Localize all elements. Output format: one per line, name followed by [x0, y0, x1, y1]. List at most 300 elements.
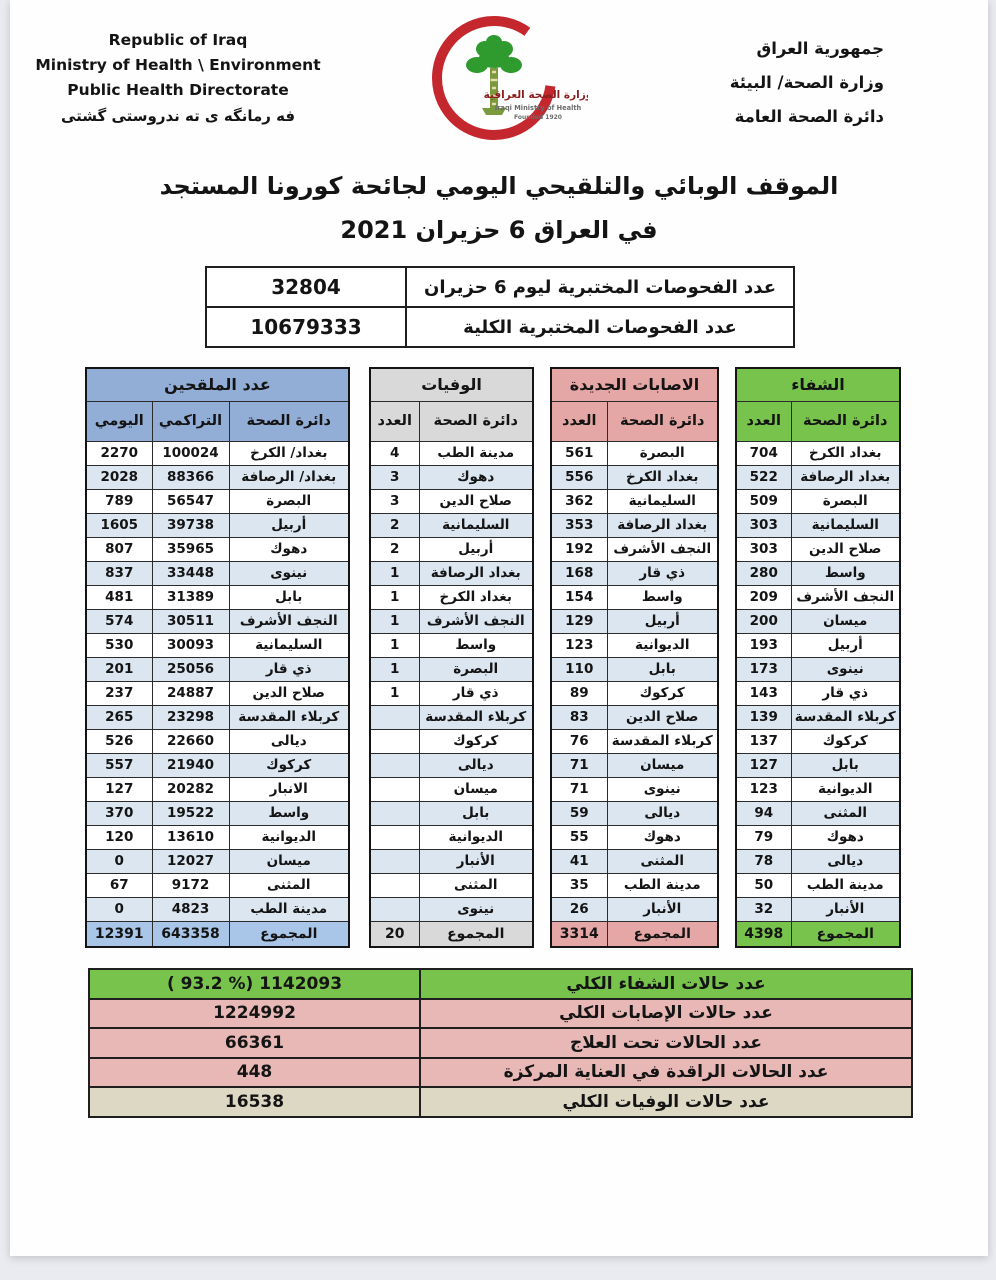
infections-total-row — [551, 921, 718, 947]
value-cell: 123 — [551, 633, 607, 657]
table-row — [551, 657, 718, 681]
value-cell: 807 — [86, 537, 152, 561]
dept-name-cell: الديوانية — [791, 777, 900, 801]
total-cumulative-value: 643358 — [152, 921, 229, 947]
value-cell: 24887 — [152, 681, 229, 705]
deaths-table-title-row — [370, 368, 533, 401]
value-cell: 79 — [736, 825, 791, 849]
dept-name-cell: صلاح الدين — [419, 489, 533, 513]
value-cell: 88366 — [152, 465, 229, 489]
table-row — [551, 801, 718, 825]
tests-total-label: عدد الفحوصات المختبرية الكلية — [406, 307, 794, 347]
value-cell: 1 — [370, 561, 419, 585]
table-row — [551, 561, 718, 585]
value-cell: 2 — [370, 537, 419, 561]
dept-name-cell: السليمانية — [229, 633, 349, 657]
dept-name-cell: بغداد الكرخ — [791, 441, 900, 465]
value-cell: 237 — [86, 681, 152, 705]
table-row — [736, 681, 900, 705]
value-cell: 481 — [86, 585, 152, 609]
dept-name-cell: البصرة — [229, 489, 349, 513]
value-cell: 127 — [736, 753, 791, 777]
vaccinated-table-title: عدد الملقحين — [86, 368, 349, 401]
table-row — [551, 753, 718, 777]
dept-name-cell: مدينة الطب — [229, 897, 349, 921]
dept-name-cell: نينوى — [419, 897, 533, 921]
dept-name-cell: النجف الأشرف — [229, 609, 349, 633]
value-cell: 25056 — [152, 657, 229, 681]
recoveries-table-title-row — [736, 368, 900, 401]
table-row — [86, 609, 349, 633]
recoveries-table — [735, 367, 901, 948]
dept-name-cell: بابل — [607, 657, 718, 681]
table-row — [736, 897, 900, 921]
table-row — [86, 441, 349, 465]
value-cell: 23298 — [152, 705, 229, 729]
dept-name-cell: الانبار — [229, 777, 349, 801]
column-header-count: العدد — [370, 401, 419, 441]
dept-name-cell: بابل — [229, 585, 349, 609]
table-row — [370, 801, 533, 825]
value-cell: 78 — [736, 849, 791, 873]
value-cell: 1605 — [86, 513, 152, 537]
table-row — [736, 585, 900, 609]
summary-label: عدد حالات الإصابات الكلي — [420, 999, 912, 1029]
dept-name-cell: بغداد الرصافة — [791, 465, 900, 489]
value-cell — [370, 801, 419, 825]
summary-value: 66361 — [89, 1028, 420, 1058]
dept-name-cell: واسط — [229, 801, 349, 825]
value-cell: 22660 — [152, 729, 229, 753]
value-cell: 31389 — [152, 585, 229, 609]
value-cell: 56547 — [152, 489, 229, 513]
table-row — [736, 465, 900, 489]
value-cell: 2028 — [86, 465, 152, 489]
value-cell: 120 — [86, 825, 152, 849]
value-cell: 55 — [551, 825, 607, 849]
dept-name-cell: كركوك — [791, 729, 900, 753]
dept-name-cell: ذي قار — [607, 561, 718, 585]
deaths-table-header-row — [370, 401, 533, 441]
dept-name-cell: النجف الأشرف — [419, 609, 533, 633]
dept-name-cell: دهوك — [607, 825, 718, 849]
value-cell: 71 — [551, 753, 607, 777]
table-row — [551, 489, 718, 513]
table-row — [551, 441, 718, 465]
value-cell: 574 — [86, 609, 152, 633]
total-daily-value: 12391 — [86, 921, 152, 947]
dept-name-cell: مدينة الطب — [419, 441, 533, 465]
dept-name-cell: البصرة — [419, 657, 533, 681]
table-row — [86, 585, 349, 609]
table-row — [736, 729, 900, 753]
dept-name-cell: دهوك — [419, 465, 533, 489]
table-row — [736, 513, 900, 537]
recoveries-total-row — [736, 921, 900, 947]
value-cell — [370, 705, 419, 729]
crescent-tree-logo-icon — [408, 6, 588, 158]
value-cell: 127 — [86, 777, 152, 801]
dept-name-cell: ميسان — [229, 849, 349, 873]
table-row — [551, 585, 718, 609]
total-label: المجموع — [607, 921, 718, 947]
table-row — [736, 825, 900, 849]
column-header-dept: دائرة الصحة — [607, 401, 718, 441]
table-row — [370, 897, 533, 921]
table-row — [86, 753, 349, 777]
value-cell: 4 — [370, 441, 419, 465]
value-cell — [370, 825, 419, 849]
table-row — [370, 825, 533, 849]
dept-name-cell: واسط — [791, 561, 900, 585]
value-cell: 362 — [551, 489, 607, 513]
table-row — [736, 633, 900, 657]
value-cell: 154 — [551, 585, 607, 609]
value-cell: 35965 — [152, 537, 229, 561]
value-cell — [370, 849, 419, 873]
summary-row-icu-cases — [89, 1058, 912, 1088]
value-cell: 41 — [551, 849, 607, 873]
table-row — [370, 585, 533, 609]
value-cell: 110 — [551, 657, 607, 681]
table-row — [86, 681, 349, 705]
dept-name-cell: دهوك — [229, 537, 349, 561]
dept-name-cell: أربيل — [419, 537, 533, 561]
column-header-count: العدد — [736, 401, 791, 441]
table-row — [370, 849, 533, 873]
value-cell: 265 — [86, 705, 152, 729]
recoveries-table-header-row — [736, 401, 900, 441]
table-row — [86, 801, 349, 825]
table-row — [736, 609, 900, 633]
dept-name-cell: بغداد الكرخ — [607, 465, 718, 489]
header-line-english-3: Public Health Directorate — [67, 81, 289, 99]
table-row — [370, 489, 533, 513]
dept-name-cell: ديالى — [419, 753, 533, 777]
table-row — [370, 609, 533, 633]
dept-name-cell: المثنى — [419, 873, 533, 897]
value-cell: 353 — [551, 513, 607, 537]
value-cell: 200 — [736, 609, 791, 633]
value-cell — [370, 777, 419, 801]
value-cell: 35 — [551, 873, 607, 897]
logo-arabic-name: وزارة الصحة العراقية — [483, 89, 588, 101]
dept-name-cell: كربلاء المقدسة — [419, 705, 533, 729]
total-count-value: 4398 — [736, 921, 791, 947]
dept-name-cell: البصرة — [791, 489, 900, 513]
summary-row-under-treatment — [89, 1028, 912, 1058]
header-english-block — [28, 28, 328, 129]
value-cell: 193 — [736, 633, 791, 657]
value-cell: 201 — [86, 657, 152, 681]
dept-name-cell: أربيل — [791, 633, 900, 657]
table-row — [86, 825, 349, 849]
value-cell: 556 — [551, 465, 607, 489]
report-title-line2: في العراق 6 حزيران 2021 — [340, 216, 658, 244]
table-row — [551, 705, 718, 729]
dept-name-cell: أربيل — [229, 513, 349, 537]
table-row — [370, 705, 533, 729]
dept-name-cell: ميسان — [607, 753, 718, 777]
dept-name-cell: بغداد الكرخ — [419, 585, 533, 609]
dept-name-cell: السليمانية — [791, 513, 900, 537]
dept-name-cell: الأنبار — [419, 849, 533, 873]
dept-name-cell: دهوك — [791, 825, 900, 849]
tests-total-value: 10679333 — [206, 307, 406, 347]
value-cell: 32 — [736, 897, 791, 921]
dept-name-cell: الديوانية — [229, 825, 349, 849]
header-line-english-1: Republic of Iraq — [108, 31, 248, 49]
palm-tree-icon — [466, 35, 522, 73]
column-header-dept: دائرة الصحة — [419, 401, 533, 441]
dept-name-cell: كربلاء المقدسة — [791, 705, 900, 729]
lab-tests-table — [205, 266, 795, 348]
value-cell: 530 — [86, 633, 152, 657]
value-cell: 76 — [551, 729, 607, 753]
dept-name-cell: واسط — [419, 633, 533, 657]
table-row — [736, 705, 900, 729]
dept-name-cell: بغداد الرصافة — [419, 561, 533, 585]
report-title-line1: الموقف الوبائي والتلقيحي اليومي لجائحة كورونا المستجد — [159, 172, 839, 200]
value-cell: 89 — [551, 681, 607, 705]
report-title — [10, 164, 988, 252]
table-row — [551, 609, 718, 633]
infections-table-title-row — [551, 368, 718, 401]
dept-name-cell: صلاح الدين — [791, 537, 900, 561]
value-cell: 21940 — [152, 753, 229, 777]
value-cell: 173 — [736, 657, 791, 681]
table-row — [551, 729, 718, 753]
vaccinated-table-header-row — [86, 401, 349, 441]
dept-name-cell: صلاح الدين — [607, 705, 718, 729]
table-row — [86, 537, 349, 561]
total-label: المجموع — [419, 921, 533, 947]
column-header-cumulative: التراكمي — [152, 401, 229, 441]
dept-name-cell: ذي قار — [229, 657, 349, 681]
table-row — [86, 705, 349, 729]
vaccinated-total-row — [86, 921, 349, 947]
table-row — [551, 537, 718, 561]
header-line-english-2: Ministry of Health \ Environment — [35, 56, 321, 74]
value-cell: 303 — [736, 513, 791, 537]
recoveries-table-title: الشفاء — [736, 368, 900, 401]
value-cell — [370, 753, 419, 777]
dept-name-cell: المثنى — [607, 849, 718, 873]
header-line-arabic-1: جمهورية العراق — [756, 39, 884, 58]
dept-name-cell: أربيل — [607, 609, 718, 633]
value-cell: 12027 — [152, 849, 229, 873]
value-cell: 137 — [736, 729, 791, 753]
dept-name-cell: بغداد الرصافة — [607, 513, 718, 537]
dept-name-cell: النجف الأشرف — [791, 585, 900, 609]
table-row — [86, 657, 349, 681]
dept-name-cell: ميسان — [419, 777, 533, 801]
dept-name-cell: نينوى — [607, 777, 718, 801]
summary-label: عدد الحالات تحت العلاج — [420, 1028, 912, 1058]
dept-name-cell: المثنى — [791, 801, 900, 825]
value-cell: 303 — [736, 537, 791, 561]
table-row — [736, 873, 900, 897]
dept-name-cell: بابل — [791, 753, 900, 777]
value-cell: 143 — [736, 681, 791, 705]
infections-table-title: الاصابات الجديدة — [551, 368, 718, 401]
dept-name-cell: ذي قار — [419, 681, 533, 705]
table-row — [370, 657, 533, 681]
value-cell: 94 — [736, 801, 791, 825]
summary-label: عدد حالات الوفيات الكلي — [420, 1087, 912, 1117]
tests-total-row — [206, 307, 794, 347]
vaccinated-table — [85, 367, 350, 948]
value-cell: 3 — [370, 489, 419, 513]
dept-name-cell: الديوانية — [419, 825, 533, 849]
value-cell: 30511 — [152, 609, 229, 633]
value-cell: 59 — [551, 801, 607, 825]
tests-daily-row — [206, 267, 794, 307]
table-row — [551, 681, 718, 705]
header-arabic-block — [730, 32, 884, 134]
deaths-table-title: الوفيات — [370, 368, 533, 401]
table-row — [551, 873, 718, 897]
summary-row-total-infections — [89, 999, 912, 1029]
dept-name-cell: الديوانية — [607, 633, 718, 657]
value-cell: 1 — [370, 609, 419, 633]
deaths-total-row — [370, 921, 533, 947]
table-row — [736, 441, 900, 465]
value-cell: 13610 — [152, 825, 229, 849]
value-cell: 20282 — [152, 777, 229, 801]
value-cell: 561 — [551, 441, 607, 465]
table-row — [736, 561, 900, 585]
value-cell: 837 — [86, 561, 152, 585]
dept-name-cell: صلاح الدين — [229, 681, 349, 705]
table-row — [736, 753, 900, 777]
total-label: المجموع — [229, 921, 349, 947]
value-cell: 19522 — [152, 801, 229, 825]
summary-row-total-deaths — [89, 1087, 912, 1117]
table-row — [736, 657, 900, 681]
column-header-dept: دائرة الصحة — [229, 401, 349, 441]
infections-table-header-row — [551, 401, 718, 441]
table-row — [86, 777, 349, 801]
table-row — [370, 873, 533, 897]
table-row — [551, 825, 718, 849]
summary-label: عدد حالات الشفاء الكلي — [420, 969, 912, 999]
value-cell: 50 — [736, 873, 791, 897]
dept-name-cell: ديالى — [791, 849, 900, 873]
dept-name-cell: النجف الأشرف — [607, 537, 718, 561]
dept-name-cell: مدينة الطب — [791, 873, 900, 897]
dept-name-cell: مدينة الطب — [607, 873, 718, 897]
total-label: المجموع — [791, 921, 900, 947]
value-cell: 168 — [551, 561, 607, 585]
table-row — [551, 777, 718, 801]
total-count-value: 3314 — [551, 921, 607, 947]
value-cell: 0 — [86, 897, 152, 921]
value-cell: 33448 — [152, 561, 229, 585]
table-row — [86, 513, 349, 537]
logo-english-name: Iraqi Ministry of Health — [494, 104, 582, 112]
dept-name-cell: نينوى — [229, 561, 349, 585]
table-row — [551, 633, 718, 657]
table-row — [736, 489, 900, 513]
value-cell: 83 — [551, 705, 607, 729]
value-cell: 123 — [736, 777, 791, 801]
table-row — [86, 633, 349, 657]
value-cell — [370, 873, 419, 897]
column-header-dept: دائرة الصحة — [791, 401, 900, 441]
column-header-daily: اليومي — [86, 401, 152, 441]
table-row — [370, 441, 533, 465]
dept-name-cell: ديالى — [607, 801, 718, 825]
table-row — [736, 849, 900, 873]
table-row — [370, 561, 533, 585]
value-cell: 526 — [86, 729, 152, 753]
table-row — [370, 681, 533, 705]
table-row — [370, 729, 533, 753]
table-row — [736, 801, 900, 825]
value-cell — [370, 897, 419, 921]
header-line-arabic-2: وزارة الصحة/ البيئة — [729, 73, 884, 92]
value-cell: 139 — [736, 705, 791, 729]
dept-name-cell: السليمانية — [419, 513, 533, 537]
value-cell: 789 — [86, 489, 152, 513]
value-cell: 2270 — [86, 441, 152, 465]
table-row — [86, 849, 349, 873]
report-document — [10, 0, 988, 1256]
value-cell: 4823 — [152, 897, 229, 921]
value-cell: 129 — [551, 609, 607, 633]
value-cell: 26 — [551, 897, 607, 921]
column-header-count: العدد — [551, 401, 607, 441]
dept-name-cell: الأنبار — [791, 897, 900, 921]
table-row — [86, 561, 349, 585]
table-row — [86, 897, 349, 921]
dept-name-cell: الأنبار — [607, 897, 718, 921]
table-row — [370, 777, 533, 801]
value-cell — [370, 729, 419, 753]
table-row — [86, 489, 349, 513]
logo-founded-text: Founded 1920 — [514, 114, 562, 121]
value-cell: 1 — [370, 633, 419, 657]
vaccinated-table-title-row — [86, 368, 349, 401]
value-cell: 1 — [370, 681, 419, 705]
value-cell: 557 — [86, 753, 152, 777]
table-row — [86, 729, 349, 753]
dept-name-cell: كركوك — [229, 753, 349, 777]
ministry-of-health-logo — [408, 6, 588, 158]
total-count-value: 20 — [370, 921, 419, 947]
new-infections-table — [550, 367, 719, 948]
table-row — [86, 873, 349, 897]
value-cell: 67 — [86, 873, 152, 897]
table-row — [86, 465, 349, 489]
value-cell: 509 — [736, 489, 791, 513]
dept-name-cell: بغداد/ الرصافة — [229, 465, 349, 489]
dept-name-cell: البصرة — [607, 441, 718, 465]
tests-daily-label: عدد الفحوصات المختبرية ليوم 6 حزيران — [406, 267, 794, 307]
value-cell: 39738 — [152, 513, 229, 537]
summary-value: 448 — [89, 1058, 420, 1088]
value-cell: 280 — [736, 561, 791, 585]
value-cell: 192 — [551, 537, 607, 561]
tests-daily-value: 32804 — [206, 267, 406, 307]
summary-value: 16538 — [89, 1087, 420, 1117]
table-row — [736, 777, 900, 801]
value-cell: 2 — [370, 513, 419, 537]
dept-name-cell: كربلاء المقدسة — [229, 705, 349, 729]
table-row — [551, 465, 718, 489]
value-cell: 30093 — [152, 633, 229, 657]
